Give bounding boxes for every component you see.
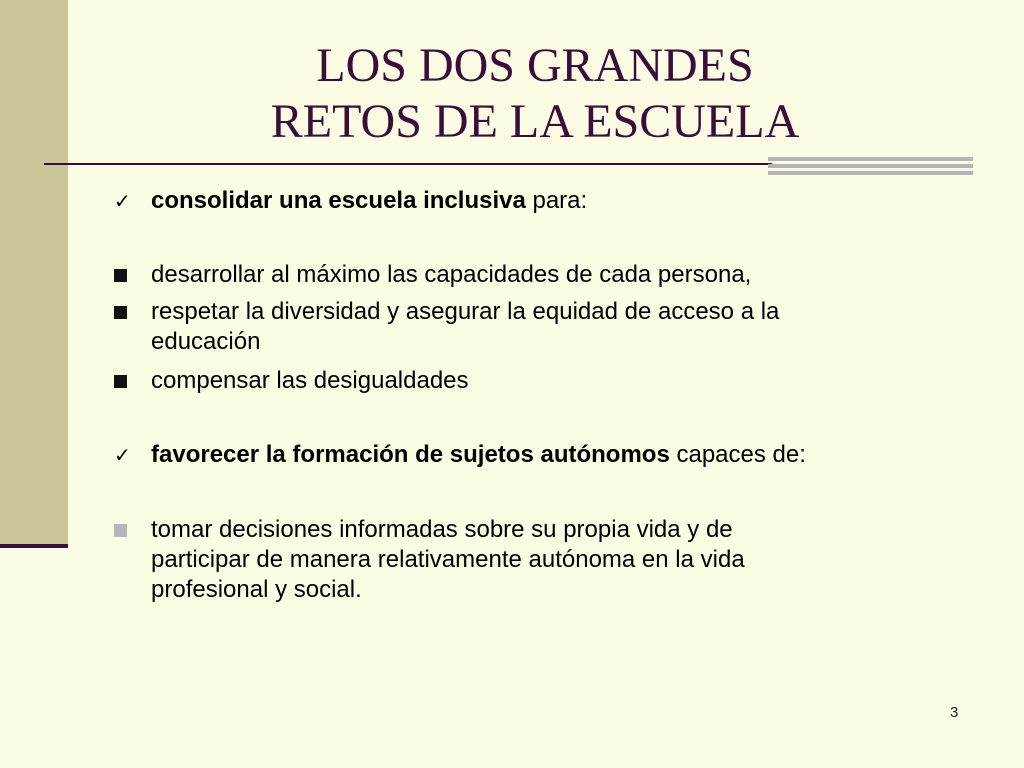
check-icon: ✓: [114, 189, 131, 213]
bullet-text-line-1: tomar decisiones informadas sobre su propia vida y de: [151, 516, 733, 543]
bullet-item-respetar: [114, 297, 914, 357]
bullet-text: capaces de:: [669, 441, 806, 468]
bullet-item-compensar: [114, 366, 914, 396]
bullet-text-line-2: educación: [151, 328, 261, 355]
bullet-item-tomar: [114, 515, 914, 605]
square-bullet-gray-icon: [114, 524, 127, 537]
square-bullet-icon: [114, 375, 127, 388]
title-line-1: LOS DOS GRANDES: [316, 39, 754, 92]
left-decorative-band: [0, 0, 68, 548]
title-divider: [44, 163, 772, 165]
bullet-text: desarrollar al máximo las capacidades de cada persona,: [151, 261, 752, 288]
bullet-text-line-1: respetar la diversidad y asegurar la equidad de acceso a la: [151, 298, 780, 325]
square-bullet-icon: [114, 269, 127, 282]
bullet-text-line-3: profesional y social.: [151, 576, 362, 603]
check-icon: ✓: [114, 443, 131, 467]
title-line-2: RETOS DE LA ESCUELA: [270, 95, 800, 148]
bullet-item-consolidar: [114, 186, 914, 216]
slide-title: [150, 38, 920, 150]
bullet-text: compensar las desigualdades: [151, 367, 469, 394]
bullet-text: para:: [525, 187, 588, 214]
bullet-item-desarrollar: [114, 260, 914, 290]
square-bullet-icon: [114, 306, 127, 319]
bullet-item-favorecer: [114, 440, 914, 470]
left-band-underline: [0, 544, 68, 548]
bullet-bold-text: consolidar una escuela inclusiva: [151, 187, 526, 214]
bullet-text-line-2: participar de manera relativamente autónoma en la vida: [151, 546, 745, 573]
bullet-bold-text: favorecer la formación de sujetos autónomos: [151, 441, 670, 468]
page-number: 3: [950, 704, 959, 721]
title-divider-gray-bars: [768, 157, 973, 179]
